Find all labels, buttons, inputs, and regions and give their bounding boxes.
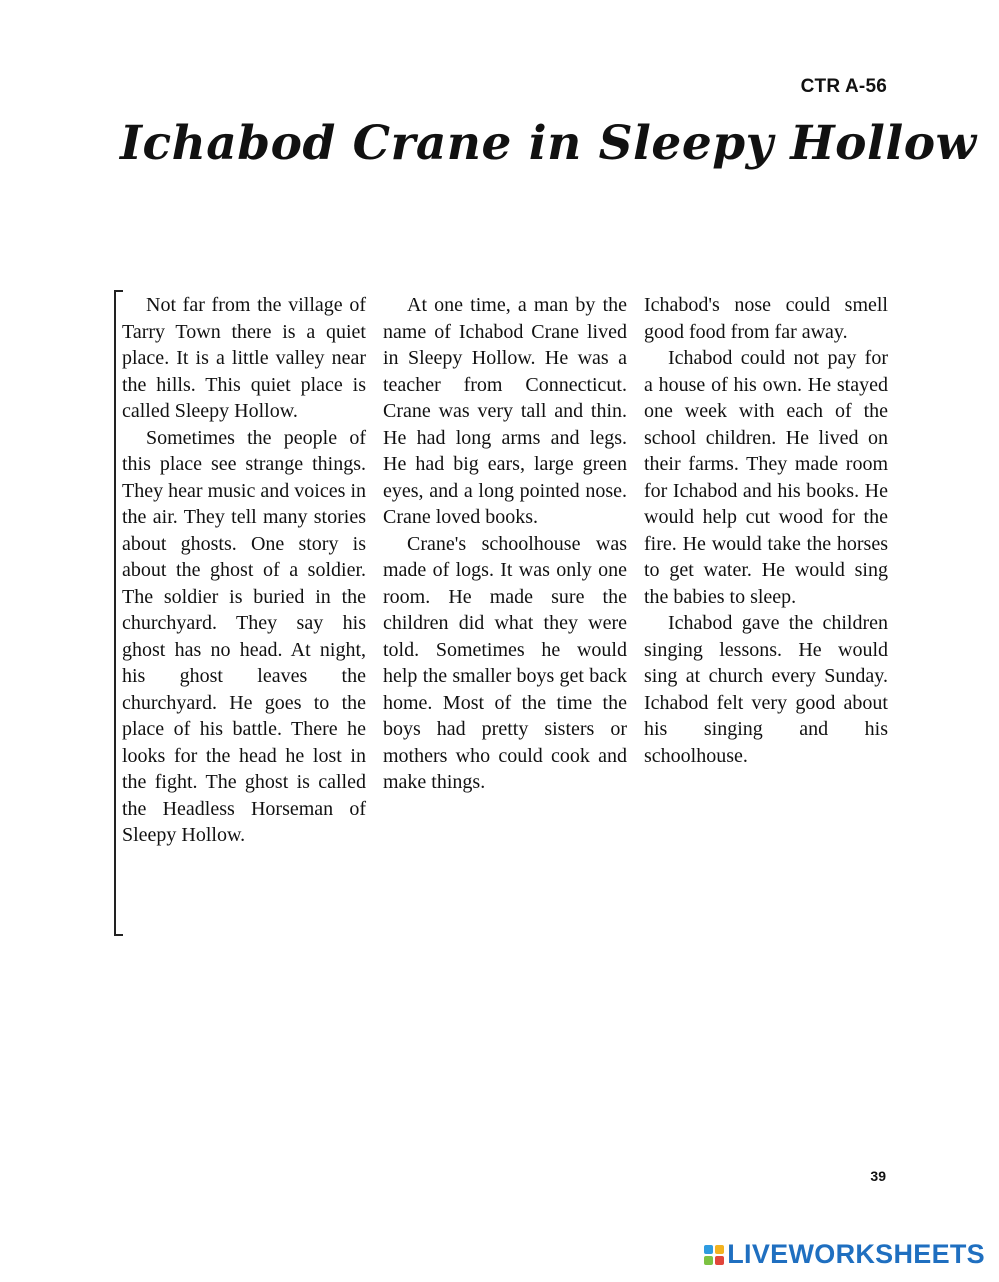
logo-block [715, 1256, 724, 1265]
logo-block [704, 1245, 713, 1254]
paragraph-continued: Ichabod's nose could smell good food from far away. [644, 294, 888, 343]
paragraph: Not far from the village of Tarry Town there is a quiet place. It is a little valley near the hills. This quiet place is called Sleepy Hollow. [122, 294, 366, 422]
text-column-3 [644, 292, 888, 769]
page-title: Ichabod Crane in Sleepy Hollow [120, 116, 977, 171]
paragraph: Ichabod gave the children singing lessons. He would sing at church every Sunday. Ichabod felt very good about his singing and his schoolhouse. [644, 612, 888, 767]
liveworksheets-logo[interactable] [704, 1239, 985, 1270]
paragraph: At one time, a man by the name of Ichabod Crane lived in Sleepy Hollow. He was a teacher from Connecticut. Crane was very tall and thin. He had long arms and legs. He had big ears, large green eyes, and a long pointed nose. Crane loved books. [383, 294, 627, 528]
logo-block [715, 1245, 724, 1254]
logo-text: LIVEWORKSHEETS [727, 1239, 985, 1269]
worksheet-code: CTR A-56 [800, 76, 887, 97]
paragraph: Crane's schoolhouse was made of logs. It was only one room. He made sure the children did what they were told. Sometimes he would help the smaller boys get back home. Most of the time the boys had pretty sisters or mothers who could cook and make things. [383, 532, 627, 793]
text-column-2 [383, 292, 627, 796]
page-number: 39 [870, 1168, 886, 1184]
logo-block [704, 1256, 713, 1265]
text-column-1 [122, 292, 366, 849]
paragraph: Ichabod could not pay for a house of his own. He stayed one week with each of the school children. He lived on their farms. They made room for Ichabod and his books. He would help cut wood for the fire. He would take the horses to get water. He would sing the babies to sleep. [644, 347, 888, 608]
logo-blocks-icon [704, 1245, 724, 1265]
paragraph: Sometimes the people of this place see strange things. They hear music and voices in the air. They tell many stories about ghosts. One story is about the ghost of a soldier. The soldier is buried in the churchyard. They say his ghost has no head. At night, his ghost leaves the churchyard. He goes to the place of his battle. There he looks for the head he lost in the fight. The ghost is called the Headless Horseman of Sleepy Hollow. [122, 426, 366, 846]
